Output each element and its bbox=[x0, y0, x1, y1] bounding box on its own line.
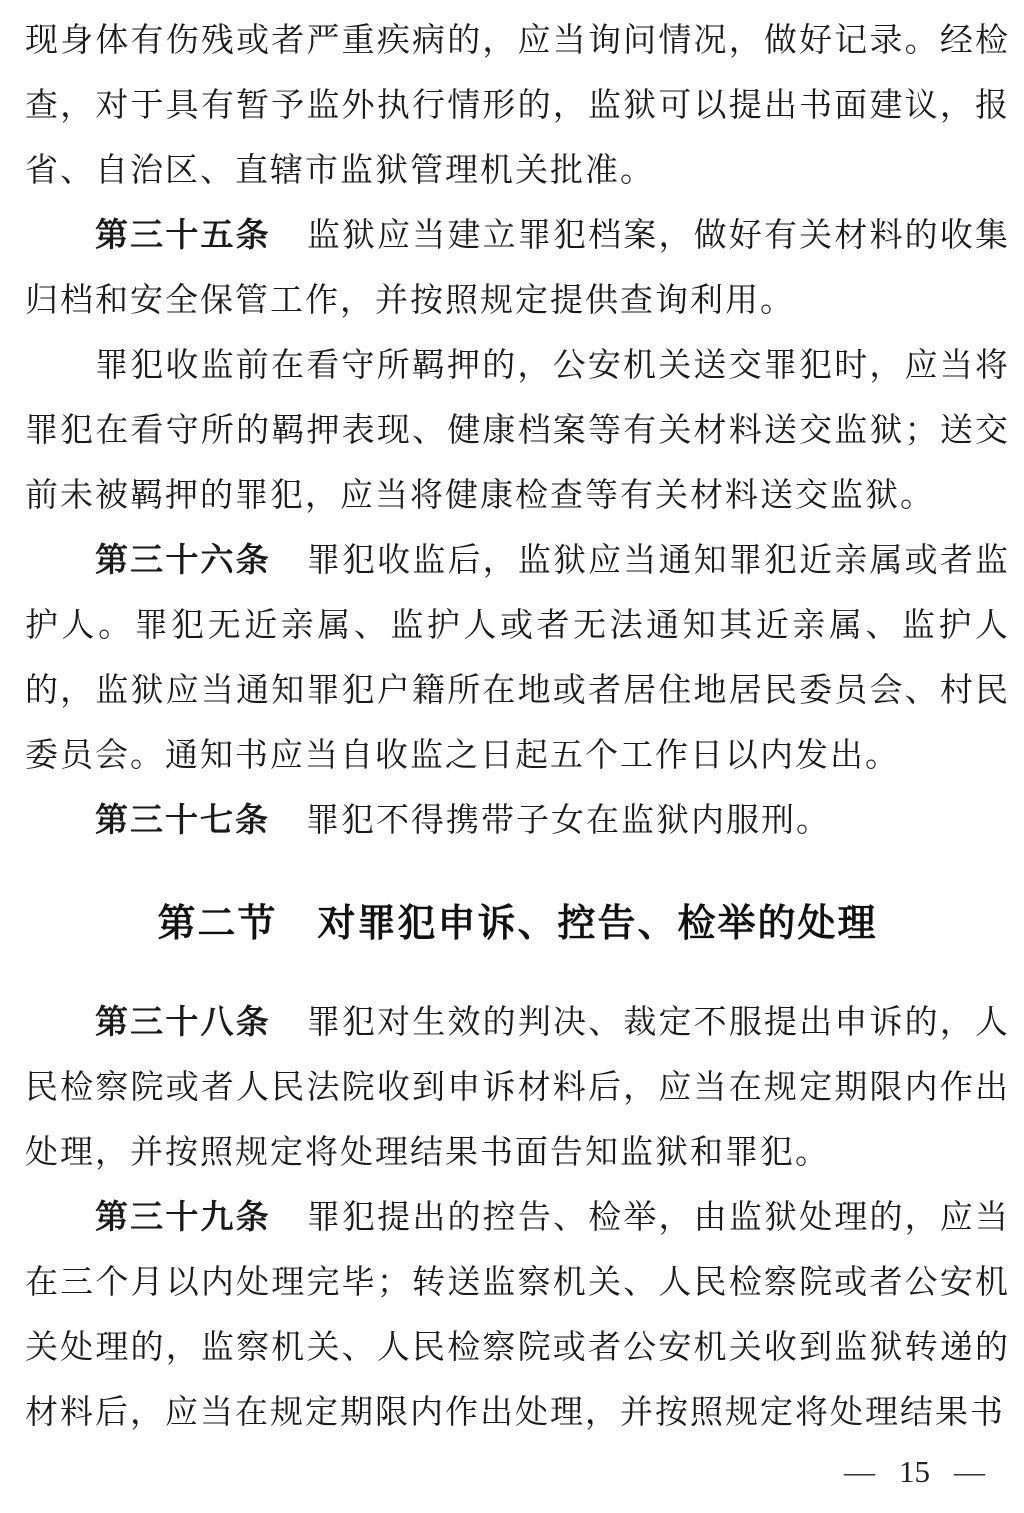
paragraph-text: 监狱应当建立罪犯档案，做好有关材料的收集归档和安全保管工作，并按照规定提供查询利用。 bbox=[25, 218, 1011, 319]
paragraph-text: 罪犯不得携带子女在监狱内服刑。 bbox=[306, 803, 831, 839]
article-head: 第三十五条 bbox=[95, 218, 271, 254]
paragraph-article-39 bbox=[25, 1186, 1010, 1446]
footer-dash-right: — bbox=[954, 1454, 985, 1489]
page-footer bbox=[844, 1452, 985, 1492]
paragraph-text: 罪犯提出的控告、检举，由监狱处理的，应当在三个月以内处理完毕；转送监察机关、人民检察院或者公安机关处理的，监察机关、人民检察院或者公安机关收到监狱转递的材料后，应当在规定期限内作出处理，并按照规定将处理结果书 bbox=[25, 1200, 1011, 1431]
footer-dash-left: — bbox=[844, 1454, 875, 1489]
article-head: 第三十七条 bbox=[95, 803, 270, 839]
article-head: 第三十六条 bbox=[95, 543, 271, 579]
paragraph-article-35 bbox=[25, 204, 1010, 334]
paragraph-article-38 bbox=[25, 991, 1010, 1186]
article-head: 第三十九条 bbox=[95, 1200, 271, 1236]
paragraph-article-36 bbox=[25, 529, 1010, 789]
paragraph-text: 罪犯收监前在看守所羁押的，公安机关送交罪犯时，应当将罪犯在看守所的羁押表现、健康档案等有关材料送交监狱；送交前未被羁押的罪犯，应当将健康检查等有关材料送交监狱。 bbox=[25, 348, 1010, 514]
section-number: 第二节 bbox=[157, 903, 278, 945]
paragraph-article-37 bbox=[25, 789, 1010, 854]
paragraph-article-35-clause-2 bbox=[25, 334, 1010, 529]
section-title: 对罪犯申诉、控告、检举的处理 bbox=[317, 903, 878, 945]
paragraph-continuation bbox=[25, 9, 1010, 204]
page-number: 15 bbox=[899, 1454, 930, 1489]
section-heading bbox=[25, 889, 1010, 959]
article-head: 第三十八条 bbox=[95, 1005, 271, 1041]
paragraph-text: 罪犯收监后，监狱应当通知罪犯近亲属或者监护人。罪犯无近亲属、监护人或者无法通知其近亲属、监护人的，监狱应当通知罪犯户籍所在地或者居住地居民委员会、村民委员会。通知书应当自收监之日起五个工作日以内发出。 bbox=[25, 543, 1011, 774]
paragraph-text: 现身体有伤残或者严重疾病的，应当询问情况，做好记录。经检查，对于具有暂予监外执行情形的，监狱可以提出书面建议，报省、自治区、直辖市监狱管理机关批准。 bbox=[25, 23, 1010, 189]
paragraph-text: 罪犯对生效的判决、裁定不服提出申诉的，人民检察院或者人民法院收到申诉材料后，应当在规定期限内作出处理，并按照规定将处理结果书面告知监狱和罪犯。 bbox=[25, 1005, 1011, 1171]
